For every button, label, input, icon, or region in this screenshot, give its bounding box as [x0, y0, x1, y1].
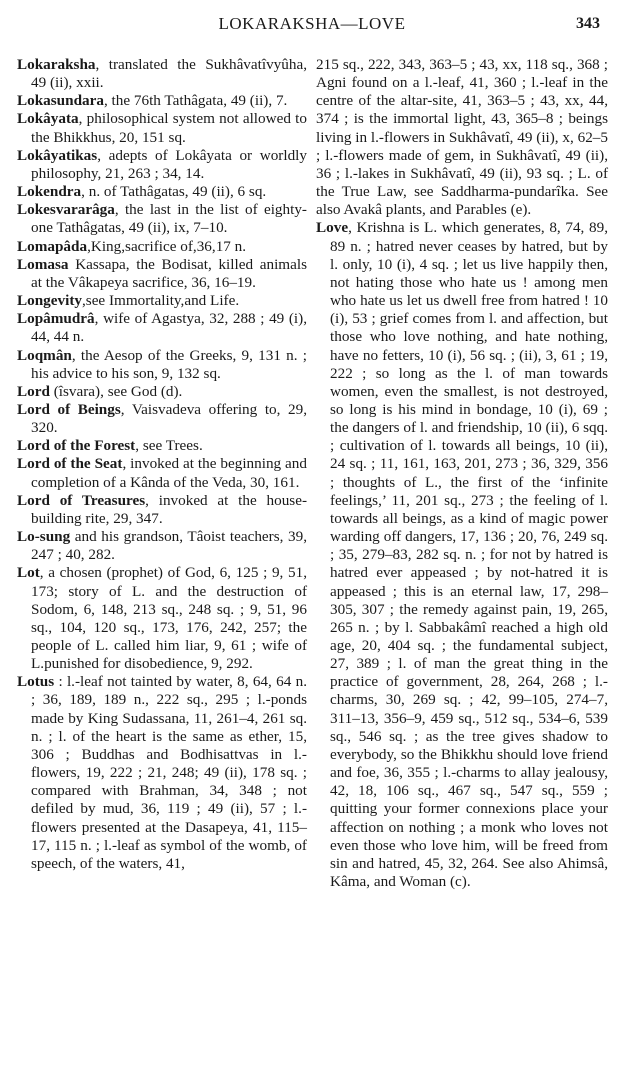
index-entry [17, 528, 307, 564]
entry-text: , philosophical system not allowed to the Bhikkhus, 20, 151 sq. [31, 110, 307, 146]
entry-text: , invoked at the beginning and completion of a Kânda of the Veda, 30, 161. [31, 455, 307, 491]
entry-text: : l.-leaf not tainted by water, 8, 64, 64 n. ; 36, 189, 189 n., 222 sq., 295 ; l.-ponds made by King Sudassana, 11, 261–4, 261 sq. n. ; l. of the heart is the same as ether, 15, 306 ; Buddhas and Bodhisattvas in l.-flowers, 19, 222 ; 21, 248; 49 (ii), 178 sq. ; compared with Brahman, 34, 348 ; not defiled by mud, 36, 119 ; 49 (ii), 57 ; l.-flowers presented at the Dasapeya, 41, 115–17, 115 n. ; l.-leaf as symbol of the womb, of speech, of the waters, 41, [31, 673, 307, 872]
index-entry [17, 56, 307, 92]
index-entry [17, 492, 307, 528]
index-entry [17, 183, 307, 201]
index-entry [17, 292, 307, 310]
entry-text: , Vaisvadeva offering to, 29, 320. [31, 400, 307, 437]
entry-text: , the last in the list of eighty-one Tathâgatas, 49 (ii), ix, 7–10. [31, 201, 307, 237]
index-entry [17, 310, 307, 346]
index-entry-continued [316, 56, 608, 219]
entry-headword: Lo-sung [17, 528, 71, 546]
index-entry [17, 437, 307, 455]
entry-headword: Love [316, 219, 349, 237]
entry-headword: Lokasundara [17, 92, 104, 110]
entry-headword: Lomapâda [17, 237, 88, 255]
entry-headword: Lord of Beings [17, 400, 121, 418]
right-column [316, 56, 608, 891]
entry-text: , n. of Tathâgatas, 49 (ii), 6 sq. [81, 183, 267, 201]
running-head: LOKARAKSHA—LOVE [218, 14, 406, 33]
entry-headword: Lopâmudrâ [17, 310, 95, 328]
index-entry [17, 147, 307, 183]
entry-headword: Lokâyata [17, 110, 79, 128]
entry-headword: Lot [17, 564, 40, 582]
index-entry [17, 564, 307, 673]
entry-headword: Loqmân [17, 346, 72, 364]
entry-headword: Lokâyatikas [17, 146, 98, 164]
entry-text: ,King,sacrifice of,36,17 n. [87, 237, 247, 255]
index-entry [17, 238, 307, 256]
index-entry [316, 219, 608, 891]
index-entry [17, 347, 307, 383]
entry-headword: Longevity [17, 292, 82, 310]
index-entry [17, 92, 307, 110]
entry-headword: Lord of Treasures [17, 491, 146, 509]
entry-text: (îsvara), see God (d). [49, 382, 183, 400]
entry-text: , Krishna is L. which generates, 8, 74, 89, 89 n. ; hatred never ceases by hatred, but by l. only, 10 (i), 4 sq. ; let us live happily then, not hating those who hate us ! among men who hate us let us dwell free from hatred ! 10 (i), 53 ; grief comes from l. and affection, but those who love nothing, and hate nothing, have no fetters, 10 (i), 56 sq. ; (ii), 3, 61 ; 19, 222 ; so long as the l. of man towards women, even the smallest, is not destroyed, so long is his mind in bondage, 10 (i), 69 ; the dangers of l. and friendship, 10 (ii), 6 sqq. ; cultivation of l. towards all beings, 10 (ii), 24 sq. ; 11, 161, 163, 201, 273 ; 36, 329, 356 ; thoughts of L., the first of the ‘infinite feelings,’ 11, 201 sq., 273 ; the feeling of l. towards all beings, as a kind of magic power warding off dangers, 17, 136 ; 20, 76, 249 sq. ; 35, 279–83, 282 sq. n. ; for not by hatred is hatred ever appeased ; by not-hatred it is appeased ; this is an eternal law, 17, 298–305, 307 ; the remedy against pain, 19, 265, 265 n. ; by l. Sabbakâmî reached a high old age, 20, 404 sq. ; the fundamental subject, 27, 389 ; l. of man the great thing in the practice of government, 28, 264, 268 ; l.-charms, 30, 269 sq. ; 42, 99–105, 274–7, 311–13, 356–9, 459 sq., 512 sq., 534–6, 539 sq., 546 sq. ; as the tree gives shadow to everybody, so the Bhikkhu should love friend and foe, 36, 355 ; l.-charms to allay jealousy, 42, 18, 106 sq., 467 sq., 547 sq., 559 ; quitting your former connexions place your affection on nothing ; a monk who loves not even those who love him, will be freed from sin and hatred, 45, 32, 264. See also Ahimsâ, Kâma, and Woman (c). [330, 219, 608, 891]
entry-headword: Lord [17, 382, 50, 400]
index-entry [17, 110, 307, 146]
entry-text: , wife of Agastya, 32, 288 ; 49 (i), 44, 44 n. [31, 310, 307, 346]
entry-text: 215 sq., 222, 343, 363–5 ; 43, xx, 118 sq., 368 ; Agni found on a l.-leaf, 41, 360 ; l.-leaf in the centre of the altar-site, 41, 363–5 ; 43, xx, 44, 374 ; is the immortal light, 43, 365–8 ; beings living in l.-flowers in Sukhâvatî, 49 (ii), x, 62–5 ; l.-flowers made of gem, in Sukhâvatî, 49 (ii), 36 ; l.-lakes in Sukhâvatî, 49 (ii), 93 sq. ; L. of the True Law, see Saddharma-pundarîka. See also Avakâ plants, and Parables (e). [316, 56, 608, 219]
index-entry [17, 455, 307, 491]
entry-text: ,see Immortality,and Life. [81, 292, 240, 310]
entry-text: , see Trees. [135, 437, 203, 455]
entry-text: , invoked at the house-building rite, 29, 347. [31, 491, 307, 527]
index-entry [17, 383, 307, 401]
entry-text: , adepts of Lokâyata or worldly philosophy, 21, 263 ; 34, 14. [31, 146, 307, 182]
left-column [17, 56, 307, 873]
entry-text: , the Aesop of the Greeks, 9, 131 n. ; his advice to his son, 9, 132 sq. [31, 346, 307, 382]
entry-headword: Lokendra [17, 183, 82, 201]
entry-headword: Lomasa [17, 255, 69, 273]
page-number: 343 [576, 15, 600, 32]
entry-headword: Lord of the Seat [17, 455, 123, 473]
entry-text: Kassapa, the Bodisat, killed animals at the Vâkapeya sacrifice, 36, 16–19. [31, 255, 307, 291]
entry-text: and his grandson, Tâoist teachers, 39, 247 ; 40, 282. [31, 528, 307, 564]
entry-text: , the 76th Tathâgata, 49 (ii), 7. [103, 92, 288, 110]
entry-headword: Lokesvararâga [17, 201, 115, 219]
entry-headword: Lord of the Forest [17, 437, 136, 455]
entry-headword: Lokaraksha [17, 56, 96, 73]
entry-text: , a chosen (prophet) of God, 6, 125 ; 9, 51, 173; story of L. and the destruction of Sodom, 6, 148, 213 sq., 248 sq. ; 9, 51, 96 sq., 104, 120 sq., 173, 176, 242, 257; the people of L. called him liar, 9, 61 ; wife of L.punished for disobedience, 9, 292. [31, 564, 307, 673]
entry-text: , translated the Sukhâvatîvyûha, 49 (ii), xxii. [31, 56, 307, 92]
index-entry [17, 673, 307, 873]
entry-headword: Lotus [17, 673, 55, 691]
index-entry [17, 401, 307, 437]
index-entry [17, 256, 307, 292]
page-header [0, 14, 624, 38]
index-entry [17, 201, 307, 237]
